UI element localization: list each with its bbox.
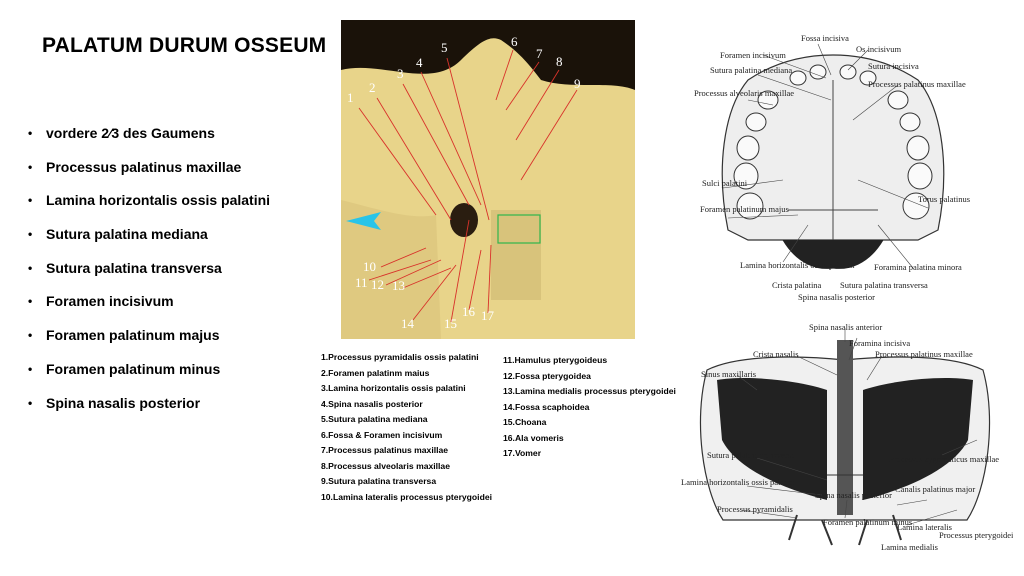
photo-number: 15 [444,316,457,331]
bullet-item: • Sutura palatina mediana [28,225,270,259]
bullet-item: • Foramen palatinum minus [28,360,270,394]
label-fossa-incisiva: Fossa incisiva [801,33,849,43]
label-os-incisivum: Os incisivum [856,44,902,54]
photo-number: 10 [363,259,376,274]
label-foramina-palatina-minora: Foramina palatina minora [874,262,962,272]
photo-number: 8 [556,54,563,69]
label-lamina-horizontalis: Lamina horizontalis ossis palatini [740,260,855,270]
photo-number: 3 [397,66,404,81]
palate-drawing-inferior [688,30,978,306]
label-foramina-incisiva: Foramina incisiva [849,338,911,348]
photo-number: 17 [481,308,494,323]
label-lamina-medialis: Lamina medialis [881,542,938,552]
label-sutura-incisiva: Sutura incisiva [868,61,919,71]
label-sutura-palatina-transversa: Sutura palatina transversa [840,280,928,290]
label-processus-palatinus-maxillae: Processus palatinus maxillae [875,349,973,359]
photo-number: 13 [392,278,405,293]
bullet-item: • Spina nasalis posterior [28,394,270,428]
label-crista-palatina: Crista palatina [772,280,822,290]
label-spina-nasalis-posterior: Spina nasalis posterior [798,292,875,302]
bullet-item: • Lamina horizontalis ossis palatini [28,191,270,225]
bullet-item: • vordere 2⁄3 des Gaumens [28,124,270,158]
bullet-item: • Foramen palatinum majus [28,326,270,360]
label-processus-pyramidalis: Processus pyramidalis [717,504,793,514]
caption-item: 11.Hamulus pterygoideus [503,355,608,365]
photo-number: 2 [369,80,376,95]
caption-item: 3.Lamina horizontalis ossis palatini [321,383,466,393]
caption-item: 8.Processus alveolaris maxillae [321,460,450,471]
caption-item: 5.Sutura palatina mediana [321,414,428,424]
photo-number: 11 [355,275,368,290]
label-sutura-palatina-mediana: Sutura palatina mediana [710,65,793,75]
caption-item: 12.Fossa pterygoidea [503,370,591,381]
label-lamina-horizontalis: Lamina horizontalis ossis palatini [681,477,796,487]
photo-number: 1 [347,90,354,105]
label-foramen-incisivum: Foramen incisivum [720,50,786,60]
bullet-item: • Processus palatinus maxillae [28,158,270,192]
label-spina-nasalis-anterior: Spina nasalis anterior [809,322,883,332]
palate-photo [341,20,635,339]
label-spina-nasalis-posterior: Spina nasalis posterior [815,490,892,500]
label-foramen-palatinum-minus: Foramen palatinum minus [823,517,913,527]
label-processus-alveolaris: Processus alveolaris maxillae [694,88,795,98]
label-sutura-palatina-transversa: Sutura palatina transversa [707,450,795,460]
caption-list-right [503,353,676,462]
caption-item: 6.Fossa & Foramen incisivum [321,429,443,440]
label-torus-palatinus: Torus palatinus [918,194,971,204]
bullet-item: • Foramen incisivum [28,292,270,326]
label-lamina-lateralis: Lamina lateralis [897,522,952,532]
bullet-list [28,124,270,427]
photo-number: 12 [371,277,384,292]
caption-item: 7.Processus palatinus maxillae [321,445,449,455]
label-processus-zygomaticus: Processus zygomaticus maxillae [889,454,1000,464]
photo-number: 5 [441,40,448,55]
caption-item: 13.Lamina medialis processus pterygoidei [503,386,676,396]
label-processus-pterygoidei: Processus pterygoidei [939,530,1013,540]
photo-number: 6 [511,34,518,49]
palate-drawing-superior [677,320,1013,558]
label-foramen-palatinum-majus: Foramen palatinum majus [700,204,789,214]
bullet-item: • Sutura palatina transversa [28,259,270,293]
caption-item: 9.Sutura palatina transversa [321,476,437,486]
photo-number: 9 [574,76,581,91]
page-title: PALATUM DURUM OSSEUM [42,34,327,57]
photo-number: 14 [401,316,414,331]
caption-item: 10.Lamina lateralis processus pterygoidei [321,491,492,502]
label-crista-nasalis: Crista nasalis [753,349,799,359]
photo-number: 16 [462,304,475,319]
caption-item: 1.Processus pyramidalis ossis palatini [321,352,479,362]
photo-number: 4 [416,55,423,70]
label-sinus-maxillaris: Sinus maxillaris [701,369,757,379]
label-sulci-palatini: Sulci palatini [702,178,748,188]
caption-item: 4.Spina nasalis posterior [321,398,423,409]
caption-item: 14.Fossa scaphoidea [503,401,590,412]
photo-number: 7 [536,46,543,61]
label-canalis-palatinus-major: Canalis palatinus major [895,484,976,494]
caption-item: 16.Ala vomeris [503,432,564,443]
caption-item: 2.Foramen palatinm maius [321,367,430,378]
caption-item: 15.Choana [503,417,547,427]
label-processus-palatinus: Processus palatinus maxillae [868,79,966,89]
caption-list-left [321,350,492,505]
caption-item: 17.Vomer [503,448,542,458]
